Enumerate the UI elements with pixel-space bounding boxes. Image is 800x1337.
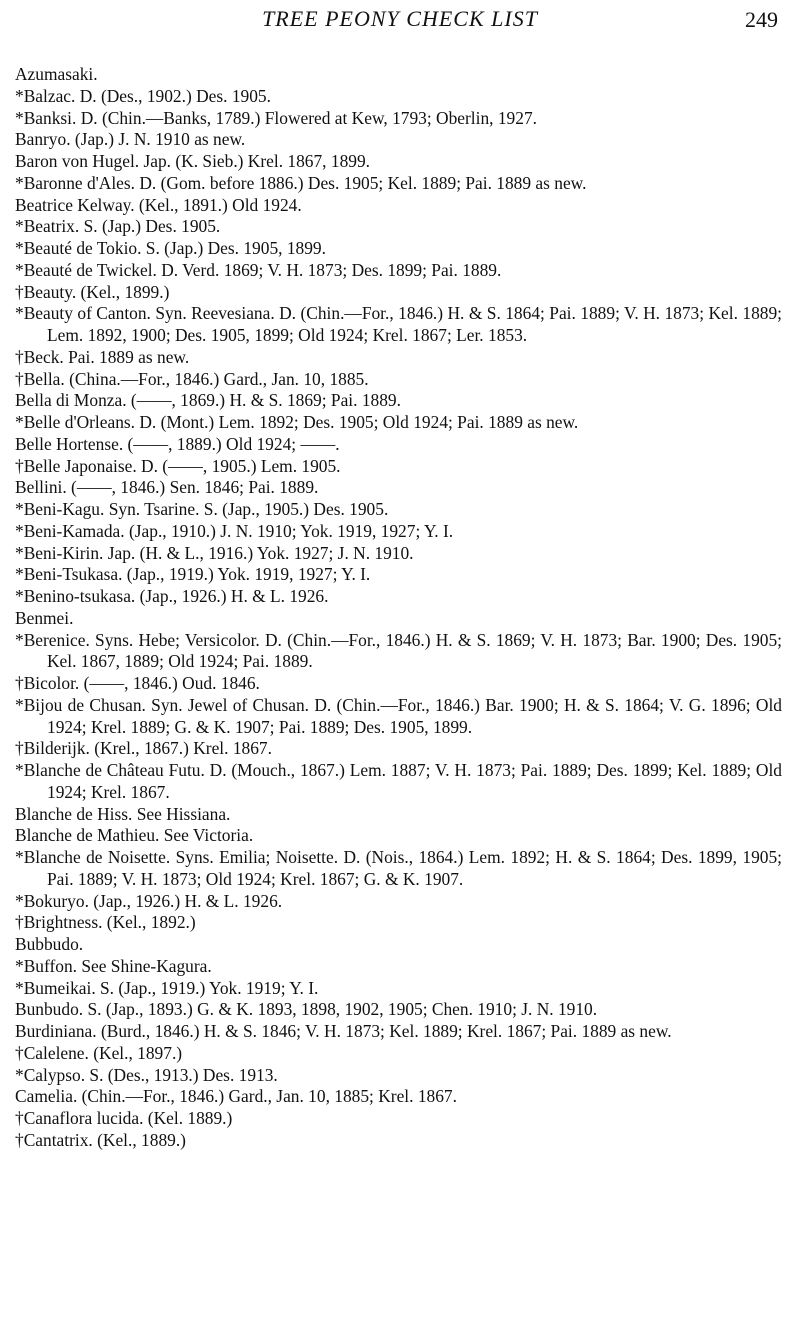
list-entry: †Bilderijk. (Krel., 1867.) Krel. 1867. — [15, 738, 272, 759]
list-entry: Bubbudo. — [15, 934, 84, 954]
list-entry: *Bokuryo. (Jap., 1926.) H. & L. 1926. — [15, 890, 283, 911]
list-entry: †Bicolor. (——, 1846.) Oud. 1846. — [15, 673, 260, 693]
list-entry: †Brightness. (Kel., 1892.) — [15, 912, 196, 933]
list-entry: *Buffon. See Shine-Kagura. — [15, 955, 212, 976]
list-entry: Camelia. (Chin.—For., 1846.) Gard., Jan. 10, 1885; Krel. 1867. — [15, 1086, 457, 1107]
list-entry: †Beck. Pai. 1889 as new. — [15, 346, 190, 367]
list-entry: *Berenice. Syns. Hebe; Versicolor. D. (Chin.—For., 1846.) H. & S. 1869; V. H. 1873; Bar. 1900; Des. 1905; Kel. 1867, 1889; Old 1924; Pai. 1889. — [15, 629, 782, 672]
page-title: TREE PEONY CHECK LIST — [262, 6, 538, 31]
list-entry: Blanche de Mathieu. See Victoria. — [15, 825, 254, 846]
list-entry: †Bella. (China.—For., 1846.) Gard., Jan. 10, 1885. — [15, 368, 369, 389]
list-entry: Beatrice Kelway. (Kel., 1891.) Old 1924. — [15, 194, 302, 215]
list-entry: Burdiniana. (Burd., 1846.) H. & S. 1846; V. H. 1873; Kel. 1889; Krel. 1867; Pai. 1889 as new. — [15, 1021, 672, 1041]
list-entry: Baron von Hugel. Jap. (K. Sieb.) Krel. 1867, 1899. — [15, 151, 371, 171]
list-entry: *Beauté de Twickel. D. Verd. 1869; V. H. 1873; Des. 1899; Pai. 1889. — [15, 259, 502, 280]
list-entry: *Banksi. D. (Chin.—Banks, 1789.) Flowered at Kew, 1793; Oberlin, 1927. — [15, 107, 537, 128]
list-entry: *Beni-Kagu. Syn. Tsarine. S. (Jap., 1905.) Des. 1905. — [15, 499, 389, 519]
list-entry: *Belle d'Orleans. D. (Mont.) Lem. 1892; Des. 1905; Old 1924; Pai. 1889 as new. — [15, 412, 579, 432]
list-entry: *Beatrix. S. (Jap.) Des. 1905. — [15, 216, 221, 237]
list-entry: *Blanche de Noisette. Syns. Emilia; Noisette. D. (Nois., 1864.) Lem. 1892; H. & S. 1864; Des. 1899, 1905; Pai. 1889; V. H. 1873; Old 1924; Krel. 1867; G. & K. 1907. — [15, 847, 782, 889]
list-entry: *Balzac. D. (Des., 1902.) Des. 1905. — [15, 85, 271, 106]
running-head — [0, 6, 800, 32]
list-entry: *Beni-Kamada. (Jap., 1910.) J. N. 1910; Yok. 1919, 1927; Y. I. — [15, 520, 454, 541]
list-entry: Azumasaki. — [15, 64, 98, 84]
list-entry: †Cantatrix. (Kel., 1889.) — [15, 1129, 186, 1150]
list-entry: Bunbudo. S. (Jap., 1893.) G. & K. 1893, 1898, 1902, 1905; Chen. 1910; J. N. 1910. — [15, 999, 598, 1020]
list-entry: *Beni-Kirin. Jap. (H. & L., 1916.) Yok. 1927; J. N. 1910. — [15, 542, 414, 563]
list-entry: *Benino-tsukasa. (Jap., 1926.) H. & L. 1926. — [15, 586, 329, 606]
check-list-entries — [0, 64, 800, 1152]
list-entry: †Belle Japonaise. D. (——, 1905.) Lem. 1905. — [15, 455, 341, 476]
list-entry: Bellini. (——, 1846.) Sen. 1846; Pai. 1889. — [15, 477, 319, 498]
list-entry: *Bumeikai. S. (Jap., 1919.) Yok. 1919; Y. I. — [15, 977, 319, 998]
list-entry: *Beauty of Canton. Syn. Reevesiana. D. (Chin.—For., 1846.) H. & S. 1864; Pai. 1889; V. H. 1873; Kel. 1889; Lem. 1892, 1900; Des. 1905, 1899; Old 1924; Krel. 1867; Ler. 1853. — [15, 303, 782, 345]
list-entry: †Canaflora lucida. (Kel. 1889.) — [15, 1108, 233, 1128]
list-entry: *Calypso. S. (Des., 1913.) Des. 1913. — [15, 1064, 278, 1085]
list-entry: *Beni-Tsukasa. (Jap., 1919.) Yok. 1919, 1927; Y. I. — [15, 564, 371, 585]
list-entry: *Baronne d'Ales. D. (Gom. before 1886.) Des. 1905; Kel. 1889; Pai. 1889 as new. — [15, 172, 587, 193]
list-entry: *Blanche de Château Futu. D. (Mouch., 1867.) Lem. 1887; V. H. 1873; Pai. 1889; Des. 1899; Kel. 1889; Old 1924; Krel. 1867. — [15, 760, 782, 802]
list-entry: *Beauté de Tokio. S. (Jap.) Des. 1905, 1899. — [15, 238, 326, 258]
list-entry: Benmei. — [15, 607, 74, 628]
list-entry: Bella di Monza. (——, 1869.) H. & S. 1869; Pai. 1889. — [15, 390, 401, 411]
list-entry: †Beauty. (Kel., 1899.) — [15, 281, 170, 302]
list-entry: Blanche de Hiss. See Hissiana. — [15, 803, 231, 824]
list-entry: Banryo. (Jap.) J. N. 1910 as new. — [15, 129, 246, 150]
list-entry: *Bijou de Chusan. Syn. Jewel of Chusan. D. (Chin.—For., 1846.) Bar. 1900; H. & S. 1864; V. G. 1896; Old 1924; Krel. 1889; G. & K. 1907; Pai. 1889; Des. 1905, 1899. — [15, 694, 782, 737]
list-entry: †Calelene. (Kel., 1897.) — [15, 1042, 183, 1063]
list-entry: Belle Hortense. (——, 1889.) Old 1924; ——. — [15, 433, 340, 454]
page-number: 249 — [745, 7, 778, 32]
